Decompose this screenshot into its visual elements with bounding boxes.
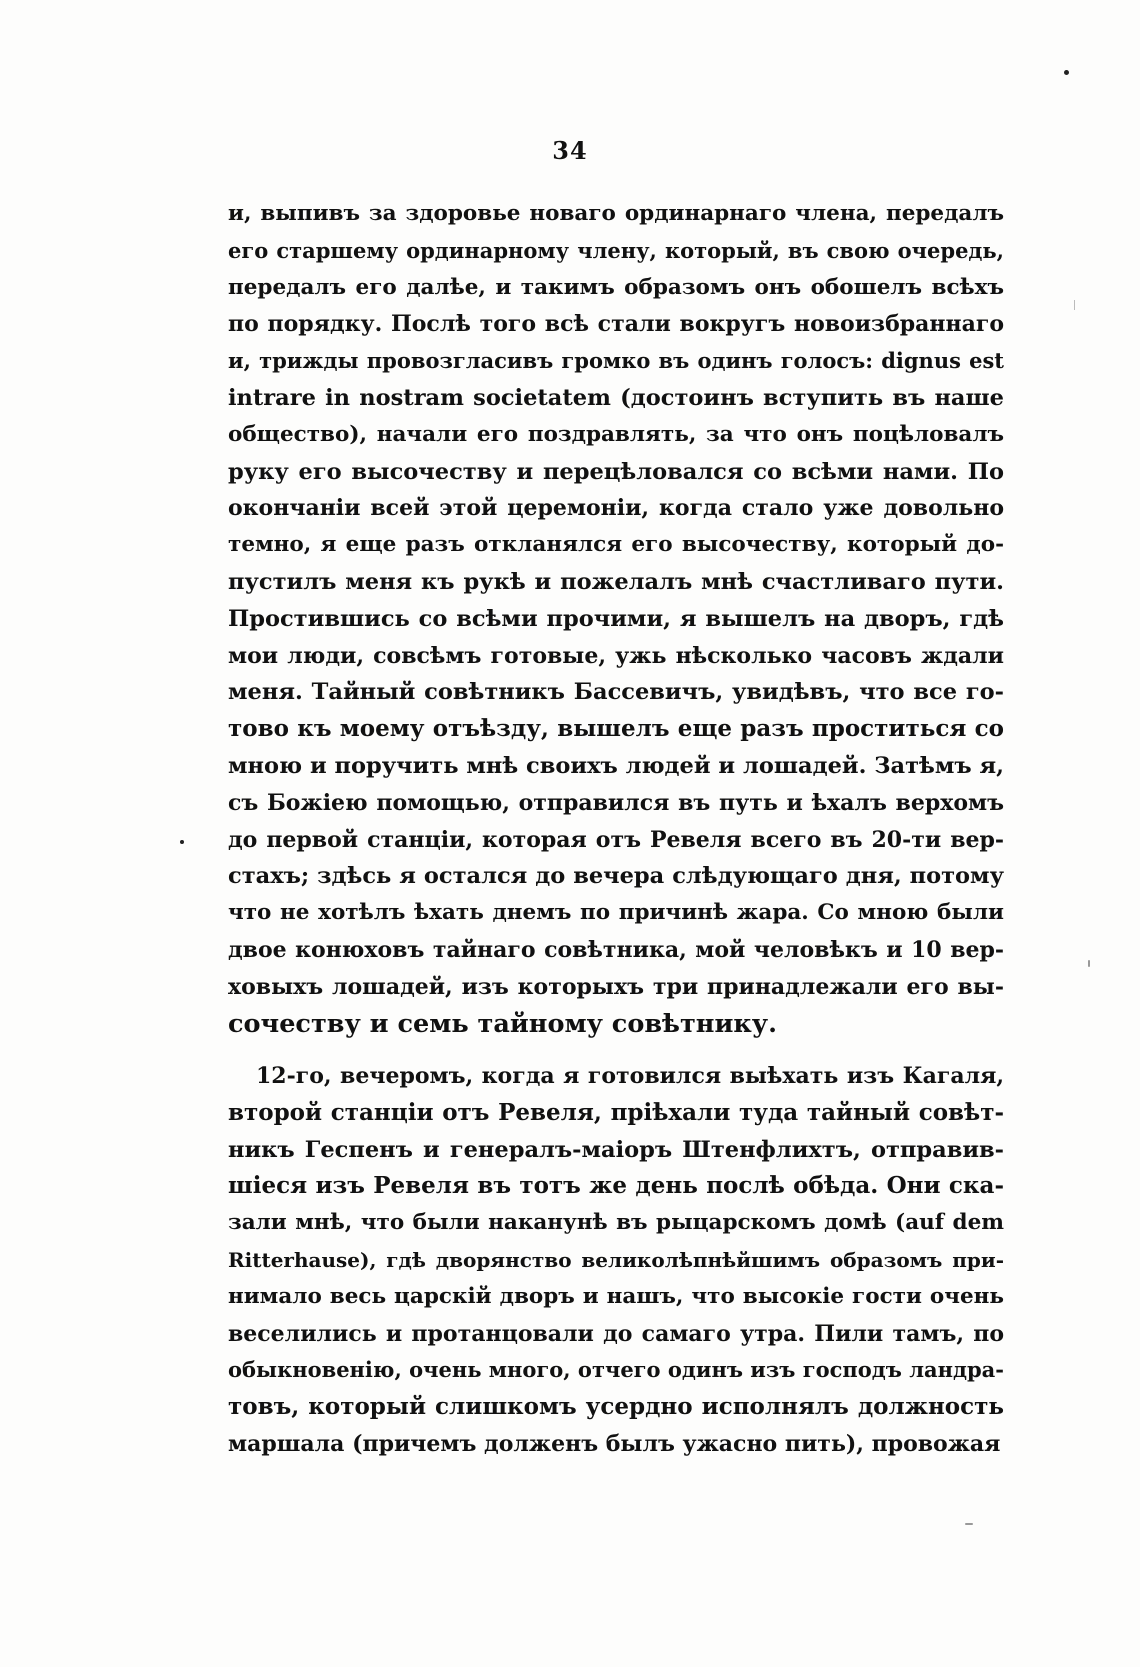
text-line: общество), начали его поздравлять, за что онъ поцѣловалъ <box>228 421 1004 447</box>
text-line: никъ Геспенъ и генералъ-маіоръ Штенфлихтъ, отправив- <box>228 1136 1004 1163</box>
text-line: второй станціи отъ Ревеля, пріѣхали туда тайный совѣт- <box>228 1098 1004 1126</box>
text-line: съ Божіею помощью, отправился въ путь и ѣхалъ верхомъ <box>228 789 1004 816</box>
text-line: руку его высочеству и перецѣловался со всѣми нами. По <box>228 458 1004 485</box>
text-line: что не хотѣлъ ѣхать днемъ по причинѣ жара. Со мною были <box>228 900 1004 926</box>
scan-speck <box>1088 960 1090 967</box>
text-line: Ritterhause), гдѣ дворянство великолѣпнѣйшимъ образомъ при- <box>228 1247 1004 1272</box>
text-line: тово къ моему отъѣзду, вышелъ еще разъ проститься со <box>228 715 1004 743</box>
text-line: обыкновенію, очень много, отчего одинъ изъ господъ ландра- <box>228 1357 1004 1383</box>
text-line: ховыхъ лошадей, изъ которыхъ три принадлежали его вы- <box>228 973 1004 1000</box>
paragraph-1 <box>228 196 1004 1042</box>
text-line: мои люди, совсѣмъ готовые, ужь нѣсколько часовъ ждали <box>228 642 1004 669</box>
text-line: по порядку. Послѣ того всѣ стали вокругъ новоизбраннаго <box>228 311 1004 338</box>
text-line: мною и поручить мнѣ своихъ людей и лошадей. Затѣмъ я, <box>228 752 1004 779</box>
text-line: и, трижды провозгласивъ громко въ одинъ голосъ: dignus est <box>228 348 1004 374</box>
text-line: шіеся изъ Ревеля въ тотъ же день послѣ обѣда. Они ска- <box>228 1172 1004 1200</box>
scan-speck <box>180 840 184 844</box>
text-line: стахъ; здѣсь я остался до вечера слѣдующаго дня, потому <box>228 863 1004 890</box>
text-line: зали мнѣ, что были наканунѣ въ рыцарскомъ домѣ (auf dem <box>228 1210 1004 1236</box>
text-line: меня. Тайный совѣтникъ Бассевичъ, увидѣвъ, что все го- <box>228 679 1004 706</box>
text-line: темно, я еще разъ откланялся его высочеству, который до- <box>228 532 1004 558</box>
text-line: его старшему ординарному члену, который, въ свою очередь, <box>228 237 1004 263</box>
scan-speck <box>1064 70 1069 75</box>
text-line: нимало весь царскій дворъ и нашъ, что высокіе гости очень <box>228 1283 1004 1309</box>
text-line: товъ, который слишкомъ усердно исполнялъ должность <box>228 1393 1004 1421</box>
text-line: двое конюховъ тайнаго совѣтника, мой человѣкъ и 10 вер- <box>228 936 1004 963</box>
text-line: пустилъ меня къ рукѣ и пожелалъ мнѣ счастливаго пути. <box>228 568 1004 595</box>
text-line: маршала (причемъ долженъ былъ ужасно пить), провожая <box>228 1430 1001 1457</box>
paragraph-2 <box>228 1058 1004 1463</box>
text-line: передалъ его далѣе, и такимъ образомъ онъ обошелъ всѣхъ <box>228 274 1004 300</box>
text-line: до первой станціи, которая отъ Ревеля всего въ 20-ти вер- <box>228 826 1004 853</box>
scan-speck <box>1074 300 1075 310</box>
page-number: 34 <box>552 136 588 165</box>
text-line: intrare in nostram societatem (достоинъ вступить въ наше <box>228 384 1004 411</box>
text-line: окончаніи всей этой церемоніи, когда стало уже довольно <box>228 495 1004 522</box>
text-line: и, выпивъ за здоровье новаго ординарнаго члена, передалъ <box>228 201 1004 226</box>
text-line: сочеству и семь тайному совѣтнику. <box>228 1008 777 1039</box>
text-line: Простившись со всѣми прочими, я вышелъ на дворъ, гдѣ <box>228 605 1004 632</box>
text-line: 12-го, вечеромъ, когда я готовился выѣхать изъ Кагаля, <box>256 1063 1004 1089</box>
scan-speck <box>965 1523 973 1525</box>
text-line: веселились и протанцовали до самаго утра. Пили тамъ, по <box>228 1320 1004 1347</box>
